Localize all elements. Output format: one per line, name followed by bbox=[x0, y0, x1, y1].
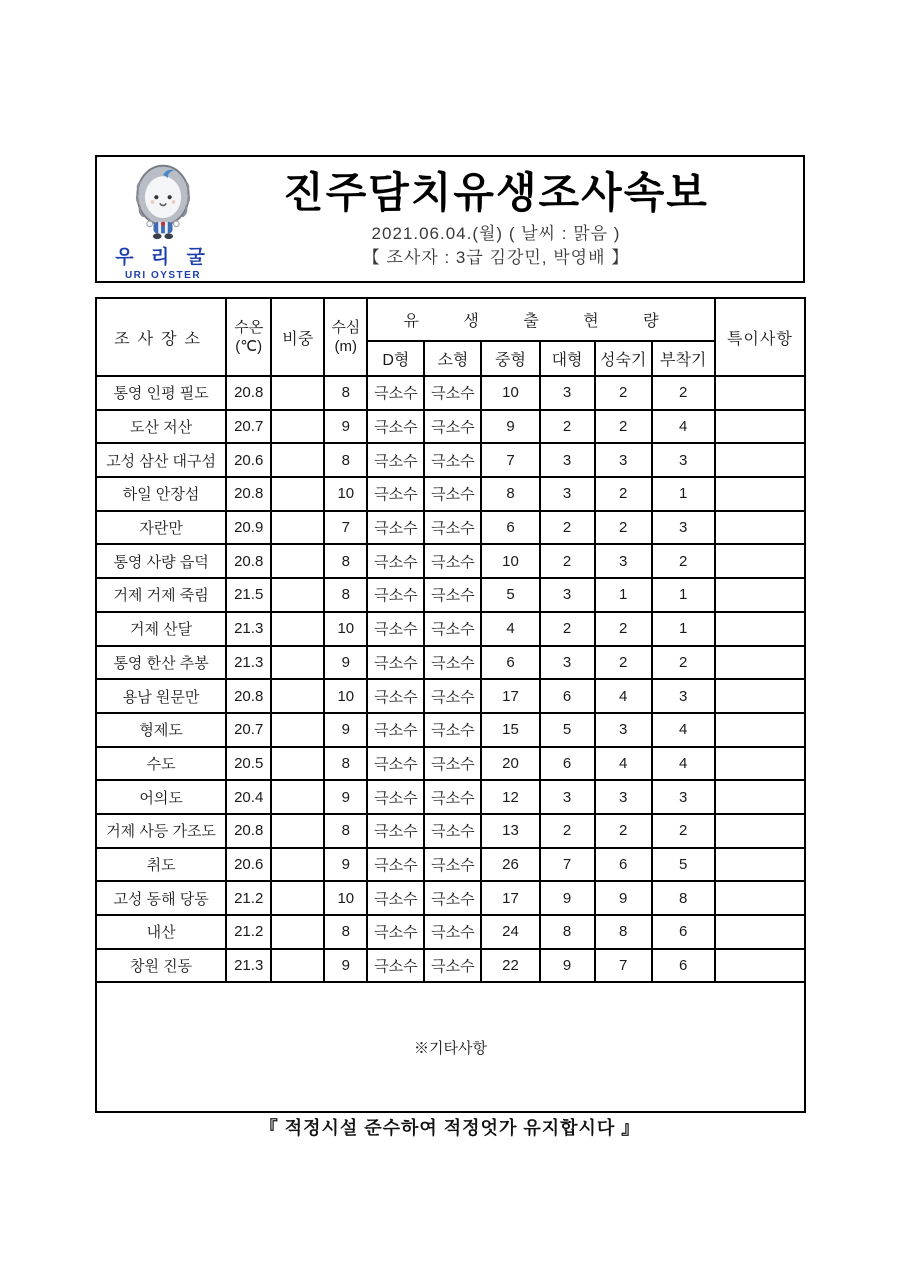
cell-attached: 1 bbox=[652, 612, 715, 646]
cell-attached: 3 bbox=[652, 780, 715, 814]
cell-large: 3 bbox=[540, 646, 595, 680]
cell-location: 거제 사등 가조도 bbox=[96, 814, 226, 848]
cell-attached: 2 bbox=[652, 376, 715, 410]
cell-specific-gravity bbox=[271, 679, 324, 713]
cell-water-temp: 20.4 bbox=[226, 780, 271, 814]
cell-medium: 4 bbox=[481, 612, 539, 646]
cell-small: 극소수 bbox=[424, 848, 481, 882]
cell-d-type: 극소수 bbox=[367, 477, 424, 511]
table-row bbox=[96, 915, 805, 949]
cell-d-type: 극소수 bbox=[367, 646, 424, 680]
cell-specific-gravity bbox=[271, 780, 324, 814]
cell-depth: 9 bbox=[324, 949, 367, 983]
cell-medium: 6 bbox=[481, 646, 539, 680]
cell-depth: 8 bbox=[324, 814, 367, 848]
cell-mature: 1 bbox=[595, 578, 652, 612]
table-row bbox=[96, 410, 805, 444]
date-weather-line: 2021.06.04.(월) ( 날씨 : 맑음 ) bbox=[371, 224, 621, 243]
cell-water-temp: 20.5 bbox=[226, 747, 271, 781]
table-row bbox=[96, 612, 805, 646]
cell-location: 형제도 bbox=[96, 713, 226, 747]
col-header-attached: 부착기 bbox=[652, 341, 715, 376]
cell-small: 극소수 bbox=[424, 679, 481, 713]
cell-mature: 2 bbox=[595, 814, 652, 848]
cell-water-temp: 20.6 bbox=[226, 848, 271, 882]
cell-notes bbox=[715, 814, 805, 848]
cell-d-type: 극소수 bbox=[367, 949, 424, 983]
cell-specific-gravity bbox=[271, 949, 324, 983]
cell-d-type: 극소수 bbox=[367, 713, 424, 747]
cell-d-type: 극소수 bbox=[367, 376, 424, 410]
cell-large: 3 bbox=[540, 443, 595, 477]
cell-location: 고성 삼산 대구섬 bbox=[96, 443, 226, 477]
cell-small: 극소수 bbox=[424, 376, 481, 410]
cell-large: 2 bbox=[540, 814, 595, 848]
cell-notes bbox=[715, 747, 805, 781]
col-header-location: 조사장소 bbox=[96, 298, 226, 376]
cell-mature: 3 bbox=[595, 443, 652, 477]
cell-attached: 2 bbox=[652, 814, 715, 848]
cell-d-type: 극소수 bbox=[367, 578, 424, 612]
cell-depth: 8 bbox=[324, 443, 367, 477]
cell-water-temp: 20.9 bbox=[226, 511, 271, 545]
cell-small: 극소수 bbox=[424, 410, 481, 444]
survey-table bbox=[95, 297, 806, 1113]
cell-specific-gravity bbox=[271, 713, 324, 747]
cell-water-temp: 20.8 bbox=[226, 679, 271, 713]
cell-medium: 22 bbox=[481, 949, 539, 983]
cell-water-temp: 20.8 bbox=[226, 477, 271, 511]
cell-large: 2 bbox=[540, 544, 595, 578]
cell-large: 5 bbox=[540, 713, 595, 747]
cell-d-type: 극소수 bbox=[367, 679, 424, 713]
cell-specific-gravity bbox=[271, 511, 324, 545]
cell-attached: 6 bbox=[652, 949, 715, 983]
col-header-notes: 특이사항 bbox=[715, 298, 805, 376]
cell-mature: 2 bbox=[595, 646, 652, 680]
col-header-medium: 중형 bbox=[481, 341, 539, 376]
col-header-mature: 성숙기 bbox=[595, 341, 652, 376]
cell-mature: 2 bbox=[595, 410, 652, 444]
header-title-block bbox=[229, 157, 803, 281]
col-header-d-type: D형 bbox=[367, 341, 424, 376]
cell-attached: 5 bbox=[652, 848, 715, 882]
cell-medium: 12 bbox=[481, 780, 539, 814]
cell-attached: 8 bbox=[652, 881, 715, 915]
cell-water-temp: 20.8 bbox=[226, 544, 271, 578]
cell-depth: 8 bbox=[324, 376, 367, 410]
cell-depth: 10 bbox=[324, 679, 367, 713]
cell-attached: 2 bbox=[652, 646, 715, 680]
cell-location: 통영 사량 읍덕 bbox=[96, 544, 226, 578]
cell-large: 2 bbox=[540, 410, 595, 444]
cell-d-type: 극소수 bbox=[367, 612, 424, 646]
cell-large: 8 bbox=[540, 915, 595, 949]
cell-depth: 8 bbox=[324, 544, 367, 578]
cell-small: 극소수 bbox=[424, 915, 481, 949]
cell-depth: 9 bbox=[324, 780, 367, 814]
cell-location: 용남 원문만 bbox=[96, 679, 226, 713]
cell-large: 9 bbox=[540, 881, 595, 915]
cell-location: 도산 저산 bbox=[96, 410, 226, 444]
table-row bbox=[96, 376, 805, 410]
cell-medium: 17 bbox=[481, 679, 539, 713]
cell-depth: 7 bbox=[324, 511, 367, 545]
cell-d-type: 극소수 bbox=[367, 443, 424, 477]
cell-large: 2 bbox=[540, 612, 595, 646]
cell-specific-gravity bbox=[271, 443, 324, 477]
table-row bbox=[96, 814, 805, 848]
cell-small: 극소수 bbox=[424, 881, 481, 915]
cell-water-temp: 21.3 bbox=[226, 612, 271, 646]
cell-depth: 8 bbox=[324, 747, 367, 781]
cell-depth: 9 bbox=[324, 646, 367, 680]
cell-attached: 4 bbox=[652, 747, 715, 781]
table-row bbox=[96, 949, 805, 983]
cell-mature: 9 bbox=[595, 881, 652, 915]
cell-small: 극소수 bbox=[424, 544, 481, 578]
cell-location: 수도 bbox=[96, 747, 226, 781]
table-row bbox=[96, 544, 805, 578]
cell-water-temp: 21.3 bbox=[226, 646, 271, 680]
cell-small: 극소수 bbox=[424, 477, 481, 511]
table-row bbox=[96, 881, 805, 915]
cell-medium: 9 bbox=[481, 410, 539, 444]
cell-specific-gravity bbox=[271, 814, 324, 848]
etc-notes-label: ※기타사항 bbox=[414, 1039, 487, 1057]
cell-small: 극소수 bbox=[424, 612, 481, 646]
cell-small: 극소수 bbox=[424, 443, 481, 477]
cell-notes bbox=[715, 612, 805, 646]
cell-notes bbox=[715, 848, 805, 882]
table-row bbox=[96, 747, 805, 781]
cell-attached: 4 bbox=[652, 713, 715, 747]
cell-notes bbox=[715, 780, 805, 814]
surveyor-line: 【 조사자 : 3급 김강민, 박영배 】 bbox=[362, 248, 630, 267]
cell-depth: 8 bbox=[324, 915, 367, 949]
cell-attached: 6 bbox=[652, 915, 715, 949]
cell-notes bbox=[715, 544, 805, 578]
cell-depth: 10 bbox=[324, 612, 367, 646]
footer-slogan: 『 적정시설 준수하여 적정엇가 유지합시다 』 bbox=[259, 1118, 641, 1138]
cell-mature: 2 bbox=[595, 612, 652, 646]
cell-location: 창원 진동 bbox=[96, 949, 226, 983]
table-row bbox=[96, 848, 805, 882]
cell-small: 극소수 bbox=[424, 949, 481, 983]
cell-mature: 3 bbox=[595, 713, 652, 747]
cell-notes bbox=[715, 376, 805, 410]
cell-mature: 3 bbox=[595, 780, 652, 814]
cell-depth: 9 bbox=[324, 848, 367, 882]
cell-large: 6 bbox=[540, 679, 595, 713]
cell-notes bbox=[715, 511, 805, 545]
table-row bbox=[96, 578, 805, 612]
cell-medium: 10 bbox=[481, 376, 539, 410]
cell-water-temp: 21.3 bbox=[226, 949, 271, 983]
col-header-water-temp: 수온 (℃) bbox=[226, 298, 271, 376]
cell-location: 통영 인평 필도 bbox=[96, 376, 226, 410]
cell-notes bbox=[715, 949, 805, 983]
cell-notes bbox=[715, 679, 805, 713]
cell-specific-gravity bbox=[271, 578, 324, 612]
table-body bbox=[96, 376, 805, 982]
cell-location: 자란만 bbox=[96, 511, 226, 545]
cell-mature: 6 bbox=[595, 848, 652, 882]
cell-medium: 7 bbox=[481, 443, 539, 477]
cell-attached: 1 bbox=[652, 578, 715, 612]
table-row bbox=[96, 679, 805, 713]
cell-location: 거제 거제 죽림 bbox=[96, 578, 226, 612]
logo bbox=[97, 157, 229, 281]
cell-depth: 9 bbox=[324, 410, 367, 444]
cell-notes bbox=[715, 443, 805, 477]
cell-medium: 10 bbox=[481, 544, 539, 578]
cell-specific-gravity bbox=[271, 410, 324, 444]
cell-attached: 4 bbox=[652, 410, 715, 444]
cell-d-type: 극소수 bbox=[367, 747, 424, 781]
table-row bbox=[96, 477, 805, 511]
cell-medium: 26 bbox=[481, 848, 539, 882]
cell-small: 극소수 bbox=[424, 646, 481, 680]
cell-water-temp: 20.8 bbox=[226, 376, 271, 410]
cell-notes bbox=[715, 578, 805, 612]
col-header-specific-gravity: 비중 bbox=[271, 298, 324, 376]
table-row bbox=[96, 511, 805, 545]
logo-english-text: URI OYSTER bbox=[124, 270, 202, 281]
cell-location: 하일 안장섬 bbox=[96, 477, 226, 511]
table-row bbox=[96, 780, 805, 814]
cell-d-type: 극소수 bbox=[367, 881, 424, 915]
cell-notes bbox=[715, 915, 805, 949]
cell-small: 극소수 bbox=[424, 814, 481, 848]
cell-d-type: 극소수 bbox=[367, 511, 424, 545]
cell-notes bbox=[715, 477, 805, 511]
table-row bbox=[96, 646, 805, 680]
cell-large: 6 bbox=[540, 747, 595, 781]
cell-medium: 8 bbox=[481, 477, 539, 511]
cell-small: 극소수 bbox=[424, 780, 481, 814]
cell-location: 어의도 bbox=[96, 780, 226, 814]
cell-d-type: 극소수 bbox=[367, 780, 424, 814]
cell-mature: 3 bbox=[595, 544, 652, 578]
cell-mature: 2 bbox=[595, 477, 652, 511]
cell-water-temp: 21.5 bbox=[226, 578, 271, 612]
cell-location: 취도 bbox=[96, 848, 226, 882]
cell-depth: 8 bbox=[324, 578, 367, 612]
cell-small: 극소수 bbox=[424, 511, 481, 545]
oyster-mascot-icon bbox=[129, 161, 197, 241]
cell-specific-gravity bbox=[271, 544, 324, 578]
cell-mature: 4 bbox=[595, 679, 652, 713]
etc-notes-section bbox=[96, 982, 805, 1112]
cell-notes bbox=[715, 713, 805, 747]
report-header bbox=[95, 155, 805, 283]
cell-medium: 17 bbox=[481, 881, 539, 915]
cell-large: 3 bbox=[540, 780, 595, 814]
cell-water-temp: 20.6 bbox=[226, 443, 271, 477]
cell-location: 내산 bbox=[96, 915, 226, 949]
cell-attached: 3 bbox=[652, 679, 715, 713]
cell-water-temp: 20.8 bbox=[226, 814, 271, 848]
cell-depth: 10 bbox=[324, 881, 367, 915]
table-row bbox=[96, 443, 805, 477]
cell-small: 극소수 bbox=[424, 747, 481, 781]
col-header-depth: 수심 (m) bbox=[324, 298, 367, 376]
cell-notes bbox=[715, 410, 805, 444]
cell-notes bbox=[715, 881, 805, 915]
cell-specific-gravity bbox=[271, 848, 324, 882]
cell-d-type: 극소수 bbox=[367, 915, 424, 949]
cell-d-type: 극소수 bbox=[367, 410, 424, 444]
cell-attached: 2 bbox=[652, 544, 715, 578]
cell-specific-gravity bbox=[271, 646, 324, 680]
cell-small: 극소수 bbox=[424, 713, 481, 747]
cell-mature: 8 bbox=[595, 915, 652, 949]
page-title: 진주담치유생조사속보 bbox=[283, 169, 709, 216]
cell-large: 3 bbox=[540, 477, 595, 511]
cell-attached: 3 bbox=[652, 511, 715, 545]
cell-mature: 2 bbox=[595, 376, 652, 410]
cell-water-temp: 20.7 bbox=[226, 410, 271, 444]
cell-medium: 6 bbox=[481, 511, 539, 545]
cell-specific-gravity bbox=[271, 376, 324, 410]
cell-large: 3 bbox=[540, 376, 595, 410]
cell-specific-gravity bbox=[271, 881, 324, 915]
cell-water-temp: 21.2 bbox=[226, 915, 271, 949]
cell-mature: 2 bbox=[595, 511, 652, 545]
cell-medium: 24 bbox=[481, 915, 539, 949]
cell-large: 9 bbox=[540, 949, 595, 983]
cell-mature: 4 bbox=[595, 747, 652, 781]
cell-water-temp: 21.2 bbox=[226, 881, 271, 915]
cell-mature: 7 bbox=[595, 949, 652, 983]
table-row bbox=[96, 713, 805, 747]
cell-attached: 1 bbox=[652, 477, 715, 511]
cell-medium: 20 bbox=[481, 747, 539, 781]
cell-depth: 9 bbox=[324, 713, 367, 747]
cell-medium: 13 bbox=[481, 814, 539, 848]
cell-medium: 5 bbox=[481, 578, 539, 612]
cell-location: 거제 산달 bbox=[96, 612, 226, 646]
cell-large: 7 bbox=[540, 848, 595, 882]
cell-attached: 3 bbox=[652, 443, 715, 477]
cell-d-type: 극소수 bbox=[367, 814, 424, 848]
cell-location: 고성 동해 당동 bbox=[96, 881, 226, 915]
cell-specific-gravity bbox=[271, 477, 324, 511]
cell-location: 통영 한산 추봉 bbox=[96, 646, 226, 680]
cell-notes bbox=[715, 646, 805, 680]
cell-specific-gravity bbox=[271, 747, 324, 781]
cell-d-type: 극소수 bbox=[367, 544, 424, 578]
cell-large: 3 bbox=[540, 578, 595, 612]
cell-medium: 15 bbox=[481, 713, 539, 747]
cell-d-type: 극소수 bbox=[367, 848, 424, 882]
cell-large: 2 bbox=[540, 511, 595, 545]
cell-small: 극소수 bbox=[424, 578, 481, 612]
cell-water-temp: 20.7 bbox=[226, 713, 271, 747]
cell-depth: 10 bbox=[324, 477, 367, 511]
cell-specific-gravity bbox=[271, 915, 324, 949]
logo-korean-text: 우 리 굴 bbox=[115, 247, 211, 268]
cell-specific-gravity bbox=[271, 612, 324, 646]
col-header-small: 소형 bbox=[424, 341, 481, 376]
col-header-larvae-occurrence: 유 생 출 현 량 bbox=[367, 298, 714, 341]
col-header-large: 대형 bbox=[540, 341, 595, 376]
